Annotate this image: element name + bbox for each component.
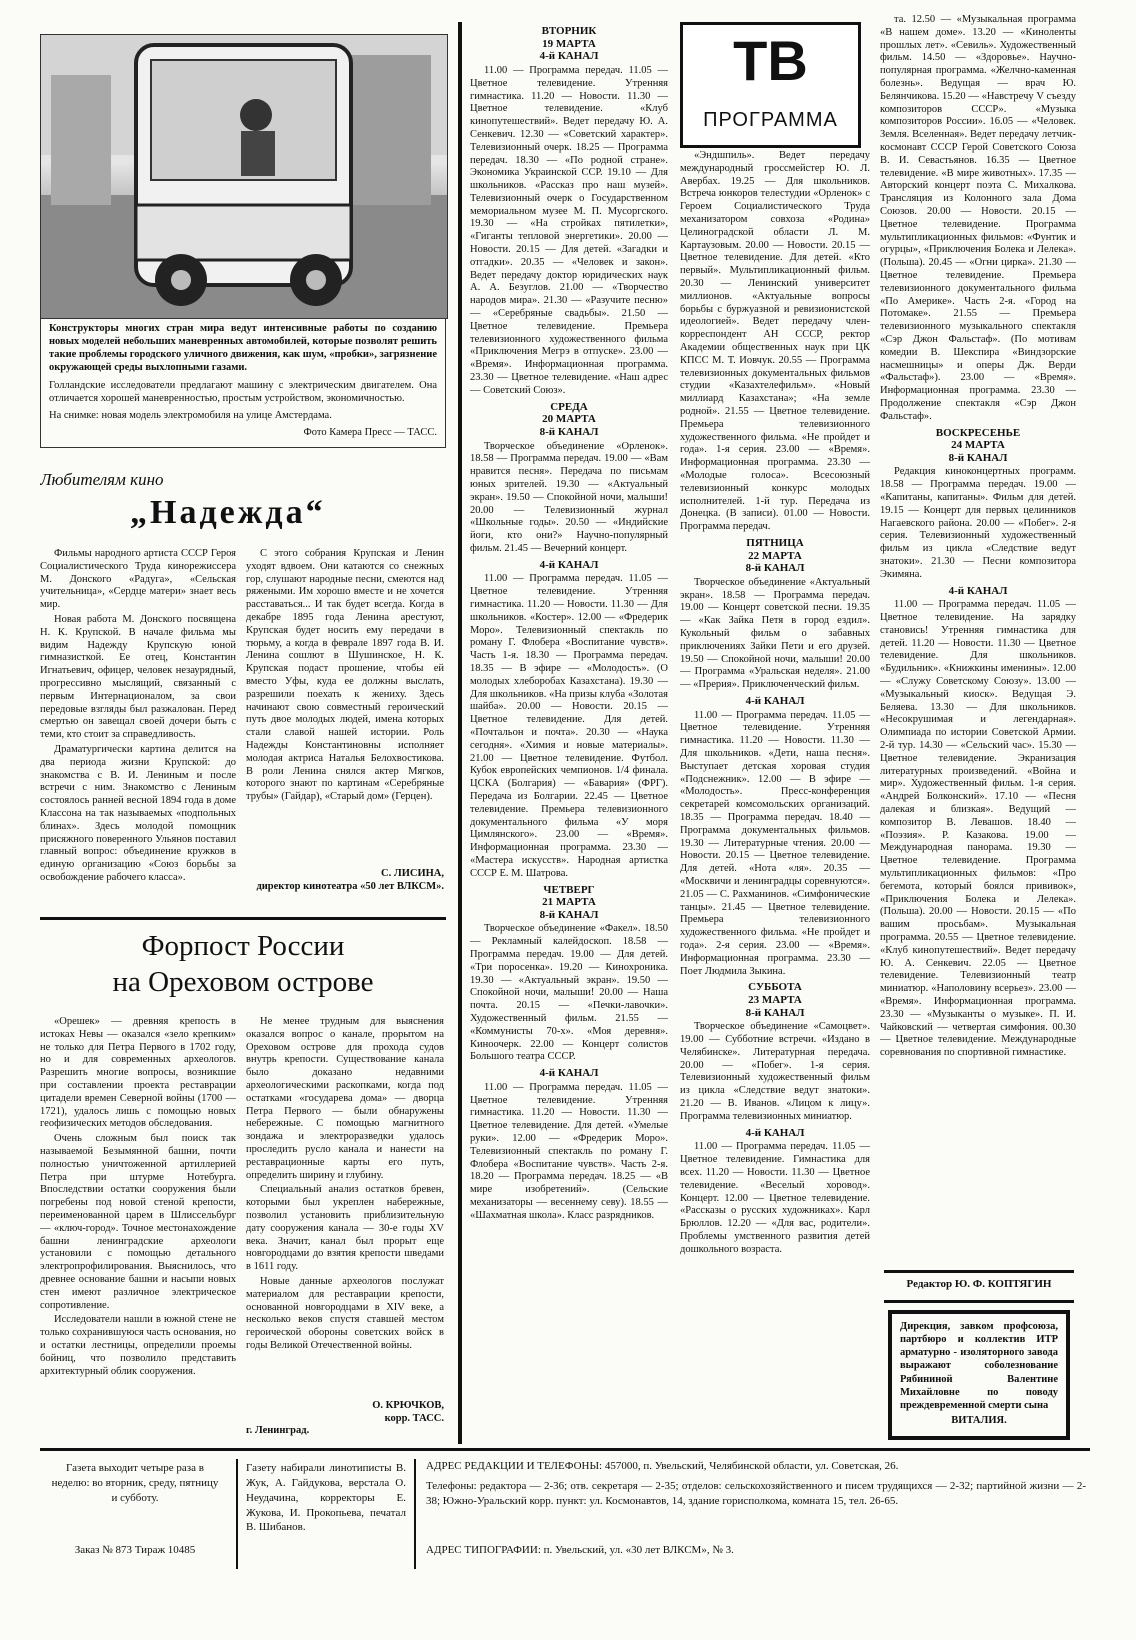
tv-column-1	[470, 22, 668, 1444]
tv-schedule-text: та. 12.50 — «Музыкальная программа «В нашем доме». 13.20 — «Киноленты прошлых лет». «Севиль». Художественный фильм. 14.50 — «Здоровье». Научно-популярная программа. «Желчно-каменная болезнь». Ведущая — врач Ю. Белянчикова. 15.20 — «Навстречу V съезду композиторов СССР». «Музыка композиторов России». 16.05 — «Человек. Земля. Вселенная». Ведет передачу летчик-космонавт СССР Герой Советского Союза В. И. Севастьянов. 16.35 — Цветное телевидение. «В мире животных». 17.35 — Авторский концерт поэта С. Михалкова. Трансляция из Колонного зала Дома Союзов. 20.00 — Новости. 20.15 — Цветное телевидение. Программа мультипликационных фильмов: «Фунтик и огурцы», «Приключения Болека и Лелека». (Польша). 20.45 — «Огни цирка». 21.30 — Цветное телевидение. Премьера телевизионного документального фильма «По Америке». Часть 2-я. «Город на Потомаке». 21.55 — Премьера телевизионного музыкального спектакля «Сэр Джон Фальстаф». (По мотивам комедии В. Шекспира «Виндзорские насмешницы» и оперы Дж. Верди «Фальстаф»). 23.00 — «Время». Информационная программа. 23.30 — Продолжение спектакля «Сэр Джон Фальстаф».	[880, 14, 1076, 422]
caption-main: Конструкторы многих стран мира ведут интенсивные работы по созданию новых моделей небольших маневренных автомобилей, которые позволят решить такие проблемы городского уличного движения, как шум, «пробки», загрязнение окружающей среды выхлопными газами.	[49, 323, 437, 374]
forpost-headline	[40, 928, 446, 1008]
editor-rule	[884, 1270, 1074, 1273]
tv-schedule-text: 11.00 — Программа передач. 11.05 — Цветное телевидение. Утренняя гимнастика. 11.20 — Новости. 11.30 — Для школьников. «Костер». 12.00 — «Фредерик Моро». Телевизионный спектакль по роману Г. Флобера «Воспитание чувств». Часть 1-я. 18.30 — Программа передач. 18.35 — В эфире — «Молодость». (О молодых хлеборобах Казахстана). 19.30 — Для школьников. «На призы клуба «Золотая шайба». 20.00 — Новости. 20.15 — Цветное телевидение. Для детей. «Почтальон и почта». 20.30 — «Наука сегодня». «Химия и новые материалы». 21.00 — Цветное телевидение. Футбол. Кубок европейских чемпионов. 1/4 финала. ЦСКА (Болгария) — «Бавария» (ФРГ). Передача из Болгарии. 22.45 — Цветное телевидение. Премьера телевизионного документального фильма «У моря Цимлянского». 23.00 — «Время». Информационная программа. 23.30 — «Мастера искусств». Народная артистка СССР Е. М. Шатрова.	[470, 573, 668, 879]
forpost-title-line1: Форпост России	[141, 930, 345, 962]
footer-schedule: Газета выходит четыре раза в неделю: во вторник, среду, пятницу и субботу.	[51, 1462, 219, 1504]
tv-schedule-text: Творческое объединение «Актуальный экран». 18.58 — Программа передач. 19.00 — Концерт советской песни. 19.35 — «Как Зайка Петя в город ездил». Кукольный фильм о забавных приключениях Зайки Пети и его друзей. 19.50 — Спокойной ночи, малыши! 20.00 — Программа «Уральская неделя». 21.00 — «Прерия». Приключенческий фильм.	[680, 576, 870, 691]
tv-schedule-text: 11.00 — Программа передач. 11.05 — Цветное телевидение. Утренняя гимнастика. 11.20 — Новости. 11.30 — Цветное телевидение. «Клуб кинопутешествий». Ведет передачу Ю. А. Сенкевич. 12.30 — «Советский характер». Телевизионный очерк. 18.25 — Программа передач. 18.30 — «По родной стране». Экономика Украинской ССР. 19.10 — Для школьников. «Рассказ про наш музей». Телевизионный очерк о Государственном мемориальном музее М. П. Мусоргского. 19.30 — «На стройках пятилетки», «Гиганты тепловой энергетики». 20.00 — Новости. 20.15 — Для детей. «Загадки и отгадки». 20.35 — «Человек и закон». Ведет передачу доктор юридических наук А. А. Безуглов. 21.00 — «Творчество народов мира». 21.30 — «Разучите песню» — «Серебряные свадьбы». 21.50 — Цветное телевидение. Премьера телевизионного художественного фильма «Приключения Мегрэ в отпуске». 23.00 — «Время». Информационная программа. 23.30 — Цветное телевидение. «Наш адрес — Советский Союз».	[470, 64, 668, 396]
footer-editorial-address	[426, 1459, 1086, 1479]
print-value: п. Увельский, ул. «30 лет ВЛКСМ», № 3.	[543, 1544, 734, 1556]
forpost-paragraph: «Орешек» — древняя крепость в истоках Невы — оказался «зело крепким» не только для Петра Первого в 1702 году, но и для современных археологов. Разрешить многие вопросы, возникшие при составлении проекта реставрации цитадели времен Северной войны (1700 — 1721), удалось лишь с помощью новых геофизических методов обследования.	[40, 1016, 236, 1130]
tv-schedule-text: «Эндшпиль». Ведет передачу международный гроссмейстер Ю. Л. Авербах. 19.25 — Для школьников. Встреча юнкоров телестудии «Орленок» с Героем Социалистического Труда механизатором совхоза «Родина» Целиноградской области Л. М. Картаузовым. 20.00 — Новости. 20.15 — Цветное телевидение. Для детей. «Кто первый». Мультипликационный фильм. 20.30 — Ленинский университет миллионов. «Актуальные вопросы борьбы с буржуазной и ревизионистской идеологией». Ведет передачу член-корреспондент АН СССР, ректор Академии общественных наук при ЦК КПСС М. Т. Иовчук. 20.55 — Программа телевизионных документальных фильмов студии «Казахтелефильм». «Новый миллиард Казахстана»; «На земле родной». 21.55 — Цветное телевидение. Премьера телевизионного художественного фильма. «Не пройдет и года». 1-я серия. 23.00 — «Время». Информационная программа. 23.30 — «Молодые голоса». Всесоюзный телевизионный конкурс молодых исполнителей. 1-й тур. Передача из Донецка. (В записи). 01.00 — Новости. Программа передач.	[680, 150, 870, 533]
footer-order: Заказ № 873 Тираж 10485	[74, 1544, 196, 1556]
kino-title: „Надежда“	[130, 494, 326, 531]
tv-schedule-text: Творческое объединение «Орленок». 18.58 — Программа передач. 19.00 — «Вам нравится песня». Передача по письмам юных зрителей. 19.30 — «Актуальный экран». 19.50 — Спокойной ночи, малыши! 20.00 — Телевизионный журнал «Школьные годы». 20.50 — «Индийские йоги, кто они?» Научно-популярный фильм. 21.45 — Вечерний концерт.	[470, 440, 668, 554]
kino-signature	[246, 868, 444, 908]
tv-program-logo	[680, 22, 861, 148]
tv-channel-header: 4-й КАНАЛ	[539, 1067, 599, 1080]
print-heading: АДРЕС ТИПОГРАФИИ:	[426, 1544, 541, 1556]
forpost-title-line2: на Ореховом острове	[112, 966, 374, 999]
tv-logo-letters: ТВ	[733, 29, 808, 92]
tv-day-header: СУББОТА 23 МАРТА 8-й КАНАЛ	[745, 981, 805, 1019]
kino-paragraph: Новая работа М. Донского посвящена Н. К. Крупской. В начале фильма мы видим Надежду Крупскую юной гимназисткой. Ее отец, Константин Игнатьевич, офицер, человек незаурядный, прогрессивно мыслящий, связанный с первым Интернационалом, за свои передовые взгляды был разжалован. Перед смертью он завещал своей дочери быть с теми, кто стоит за справедливость.	[40, 613, 236, 741]
caption-detail: Голландские исследователи предлагают машину с электрическим двигателем. Она отличается хорошей маневренностью, простым устройством, экономичностью.	[49, 379, 437, 404]
tv-day-header: ВОСКРЕСЕНЬЕ 24 МАРТА 8-й КАНАЛ	[935, 426, 1021, 464]
editor-line: Редактор Ю. Ф. КОПТЯГИН	[906, 1278, 1052, 1290]
forpost-column-right	[246, 1016, 444, 1396]
forpost-author: О. КРЮЧКОВ,	[372, 1400, 444, 1411]
address-heading: АДРЕС РЕДАКЦИИ И ТЕЛЕФОНЫ:	[426, 1460, 603, 1472]
tv-schedule-text: 11.00 — Программа передач. 11.05 — Цветное телевидение. На зарядку становись! Утренняя гимнастика для детей. 11.20 — Новости. 11.30 — Цветное телевидение. Для школьников. «Будильник». «Книжкины именины». 12.00 — «Служу Советскому Союзу». 13.00 — «Музыкальный киоск». Ведущая Э. Беляева. 13.30 — Для школьников. «Несокрушимая и легендарная». Олимпиада по истории Советской Армии. 2-й тур. 14.30 — «Сельский час». 15.30 — Цветное телевидение. Экранизация литературных произведений. «Война и мир». Художественный фильм. 1-я серия. «Андрей Болконский». 17.10 — «Песня далекая и близкая». Ведущий — композитор В. Левашов. 18.40 — «Поэзия». Р. Казакова. 19.00 — Международная панорама. 19.30 — Цветное телевидение. Программа мультипликационных фильмов: «Про бегемота, который боялся прививок», «Приключения Болека и Лелека». (Польша). 20.00 — Новости. 20.15 — «По вашим просьбам». Музыкальная программа. 20.55 — Цветное телевидение. «Клуб кинопутешествий». Ведет передачу Ю. А. Сенкевич. 22.05 — Цветное телевидение. Телевизионный театр миниатюр. «Наполовину всерьез». 23.00 — «Время». Информационная программа. 23.30 — «Музыканты о музыке». П. И. Чайковский — четвертая симфония. 00.30 — Цветное телевидение. Международные соревнования по спортивной гимнастике.	[880, 599, 1076, 1059]
kino-paragraph: Драматургически картина делится на два периода жизни Крупской: до знакомства с В. И. Лениным и после встречи с ним. Знакомство с Лениным состоялось ранней весной 1894 года в доме Классона на так называемых «подпольных блинах». Здесь молодой помощник присяжного поверенного Ульянов поставил главный вопрос: объединение кружков в единую организацию «Союз борьбы за освобождение рабочего класса».	[40, 743, 236, 883]
tv-schedule-text: 11.00 — Программа передач. 11.05 — Цветное телевидение. Утренняя гимнастика. 11.20 — Новости. 11.30 — Цветное телевидение. Для детей. «Умелые руки». 12.00 — «Фредерик Моро». Телевизионный спектакль по роману Г. Флобера «Воспитание чувств». Часть 2-я. 18.20 — Программа передач. 18.25 — «В мире изобретений». (Сельские механизаторы — весеннему севу). 18.55 — «Шахматная школа». Класс разрядников.	[470, 1081, 668, 1221]
column-rule	[458, 22, 462, 1444]
tv-day-header: ЧЕТВЕРГ 21 МАРТА 8-й КАНАЛ	[539, 883, 599, 921]
forpost-paragraph: Новые данные археологов послужат материалом для реставрации крепости, основанной новгородцами в XIV веке, а несколько веков спустя ставшей местом героической обороны советских войск в годы Великой Отечественной войны.	[246, 1275, 444, 1351]
condolence-name: ВИТАЛИЯ.	[951, 1414, 1007, 1426]
tv-channel-header: 4-й КАНАЛ	[539, 558, 599, 571]
tv-schedule-text: Творческое объединение «Факел». 18.50 — Рекламный калейдоскоп. 18.58 — Программа передач. 19.00 — Для детей. «Три поросенка». 19.20 — Кинохроника. 19.30 — «Актуальный экран». 19.50 — Спокойной ночи, малыши! 20.00 — Наша почта. 20.15 — «Печки-лавочки». Художественный фильм. 21.55 — «Коммунисты 70-х». «Моя деревня». Киноочерк. 22.00 — Концерт солистов Большого театра СССР.	[470, 923, 668, 1063]
forpost-paragraph: Очень сложным был поиск так называемой Безымянной башни, почти полностью уничтоженной артиллерией Петра при штурме Нотебурга. Впоследствии остатки сооружения были погребены под новой стеной крепости, переименованной царем в Шлиссельбург — «ключ-город». Точное местонахождение башни ленинградские археологи установили с помощью детального электропрофилирования. Выяснилось, что древнее основание башни и насыпи новых стен имеют различное электрическое сопротивление.	[40, 1133, 236, 1311]
forpost-signature	[246, 1400, 444, 1444]
footer-phones: Телефоны: редактора — 2-36; отв. секретаря — 2-35; отделов: сельскохозяйственного и писем трудящихся — 2-32; партийной жизни — 2-38; Южно-Уральский корр. пункт: ул. Космонавтов, 14, здание горисполкома, комната 15, тел. 26-65.	[426, 1480, 1086, 1507]
footer-rule	[414, 1459, 416, 1569]
tv-channel-header: 4-й КАНАЛ	[745, 1126, 805, 1139]
forpost-paragraph: Не менее трудным для выяснения оказался вопрос о канале, прорытом на Ореховом острове для прохода судов внутрь крепости. Существование канала было доказано недавними археологическими раскопками, когда под остатками «государева дома» — дворца Петра Первого — были обнаружены небережные. С помощью магнитного зондажа и электроразведки удалось проследить русло канала и нанести на реставрационные карты его путь, определить ширину и глубину.	[246, 1016, 444, 1181]
tv-schedule-text: Редакция киноконцертных программ. 18.58 — Программа передач. 19.00 — «Капитаны, капитаны». Фильм для детей. 19.15 — Концерт для первых целинников Нагаевского района. 20.00 — «Побег». 2-я серия. Телевизионный художественный фильм из цикла «Следствие ведут знатоки». 21.30 — Песни композитора Экимяна.	[880, 466, 1076, 580]
car-illustration	[41, 35, 447, 318]
electric-car-photo	[40, 34, 448, 319]
kino-paragraph: С этого собрания Крупская и Ленин уходят вдвоем. Они катаются со снежных гор, слушают народные песни, смеются над ряжеными. Им хорошо вместе и не хочется расставаться... И так будет всегда. Когда в декабре 1895 года Ленина арестуют, Крупская будет носить ему передачи в тюрьму, а когда в феврале 1897 года В. И. Ленина сошлют в Шушинское, Н. К. Крупская подаст прошение, чтобы ей вместо Уфы, куда ее должны выслать, разрешили поехать к жениху. Здесь начинают свою совместный героический путь двое молодых людей, имена которых стали славой нашей истории. Роль Надежды Константиновны исполняет молодая актриса Наталья Белохвостикова. В роли Ленина снялся актер Мягков, которого знают по картинам «Серебряные трубы» (Гайдар), «Старый дом» (Герцен).	[246, 548, 444, 803]
kino-author-position: директор кинотеатра «50 лет ВЛКСМ».	[256, 880, 444, 892]
caption-snapshot: На снимке: новая модель электромобиля на улице Амстердама.	[49, 409, 332, 421]
condolence-notice	[888, 1310, 1070, 1440]
footer-print-address	[426, 1543, 1086, 1563]
tv-logo-word: ПРОГРАММА	[703, 109, 838, 131]
kino-column-left	[40, 548, 236, 908]
kino-paragraph: Фильмы народного артиста СССР Героя Социалистического Труда кинорежиссера М. Донского «Радуга», «Сельская учительница», «Сердце матери» знает весь мир.	[40, 548, 236, 611]
section-divider	[40, 917, 446, 920]
forpost-paragraph: Исследователи нашли в южной стене не только сохранившуюся часть основания, но и остатки лестницы, определили проемы бойниц, что позволило представить архитектурный облик сооружения.	[40, 1314, 236, 1377]
photo-caption	[40, 318, 446, 448]
editor-rule	[884, 1300, 1074, 1303]
condolence-text: Дирекция, завком профсоюза, партбюро и коллектив ИТР арматурно - изоляторного завода выражают соболезнование Рябининой Валентине Михайловне по поводу преждевременной смерти сына	[900, 1321, 1058, 1411]
address-value: 457000, п. Увельский, Челябинской области, ул. Советская, 26.	[604, 1460, 899, 1472]
footer-typesetters: Газету набирали линотиписты В. Жук, А. Гайдукова, верстала О. Неудачина, корректоры Е. Жукова, И. Прокопьева, печатал В. Шибанов.	[246, 1462, 406, 1534]
tv-schedule-text: 11.00 — Программа передач. 11.05 — Цветное телевидение. Гимнастика для всех. 11.20 — Новости. 11.30 — Цветное телевидение. «Веселый хоровод». Концерт. 12.00 — Цветное телевидение. «Рассказы о русских художниках». Карл Брюллов. 12.20 — «Для вас, родители». Проблемы умственного развития детей дошкольного возраста.	[680, 1141, 870, 1255]
tv-channel-header: 4-й КАНАЛ	[745, 695, 805, 707]
kino-rubric: Любителям кино	[40, 470, 164, 489]
tv-channel-header: 4-й КАНАЛ	[948, 584, 1008, 597]
tv-day-header: СРЕДА 20 МАРТА 8-й КАНАЛ	[539, 400, 599, 438]
tv-schedule-text: Творческое объединение «Самоцвет». 19.00 — Субботние встречи. «Издано в Челябинске». Литературная передача. 20.00 — «Побег». 1-я серия. Телевизионный художественный фильм из цикла «Следствие ведут знатоки». 21.20 — В. Иванов. «Лицом к лицу». Программа телевизионных миниатюр.	[680, 1021, 870, 1122]
tv-column-3	[880, 14, 1076, 1264]
tv-day-header: ВТОРНИК 19 МАРТА 4-й КАНАЛ	[539, 25, 599, 63]
tv-schedule-text: 11.00 — Программа передач. 11.05 — Цветное телевидение. Утренняя гимнастика. 11.20 — Новости. 11.30 — Для школьников. «Дети, наша песня». Выступает детская хоровая студия «Подснежник». 12.00 — В эфире — «Молодость». Пресс-конференция секретарей комсомольских организаций. 18.35 — Программа передач. 18.40 — Программа документальных фильмов. 19.30 — Литературные чтения. 20.00 — Новости. 20.15 — Цветное телевидение. Для детей. «Нота «ля». 20.35 — «Москвичи и ленинградцы соревнуются». 21.05 — С. Рахманинов. «Симфонические танцы». 21.45 — Цветное телевидение. Премьера телевизионного художественного фильма. «Не пройдет и года». 2-я серия. 23.00 — «Время». Информационная программа. 23.30 — Поет Людмила Зыкина.	[680, 709, 870, 977]
forpost-city: г. Ленинград.	[246, 1425, 310, 1437]
tv-day-header: ПЯТНИЦА 22 МАРТА 8-й КАНАЛ	[745, 536, 805, 575]
tv-column-2	[680, 150, 870, 1444]
kino-column-right	[246, 548, 444, 868]
kino-author: С. ЛИСИНА,	[381, 868, 444, 879]
forpost-author-position: корр. ТАСС.	[384, 1412, 444, 1424]
photo-credit: Фото Камера Пресс — ТАСС.	[303, 426, 437, 438]
newspaper-footer	[40, 1448, 1090, 1601]
forpost-column-left	[40, 1016, 236, 1440]
footer-rule	[236, 1459, 238, 1569]
forpost-paragraph: Специальный анализ остатков бревен, которыми был укреплен набережные, позволил установить приблизительную дату сооружения канала — 30-е годы XV века. Значит, канал был прорыт еще новгородцами до взятия крепости шведами в 1611 году.	[246, 1184, 444, 1273]
